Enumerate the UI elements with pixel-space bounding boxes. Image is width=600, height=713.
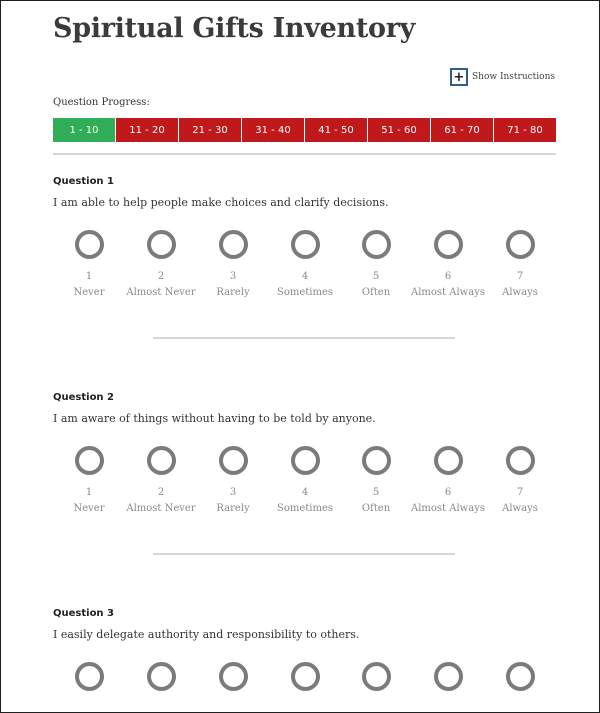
option-2 bbox=[121, 230, 201, 298]
answer-scale bbox=[53, 446, 556, 536]
option-4 bbox=[265, 446, 345, 514]
question-text: I easily delegate authority and responsibility to others. bbox=[53, 628, 360, 641]
option-label: Always bbox=[502, 287, 538, 298]
answer-scale bbox=[53, 662, 556, 713]
progress-segment-11-20[interactable]: 11 - 20 bbox=[116, 118, 178, 142]
option-2 bbox=[121, 446, 201, 514]
progress-label: Question Progress: bbox=[53, 97, 150, 108]
option-7 bbox=[480, 446, 560, 514]
radio-button[interactable] bbox=[147, 662, 176, 691]
option-label: Never bbox=[73, 503, 105, 514]
option-4 bbox=[265, 662, 345, 691]
radio-button[interactable] bbox=[219, 446, 248, 475]
radio-button[interactable] bbox=[362, 446, 391, 475]
question-text: I am aware of things without having to be told by anyone. bbox=[53, 412, 376, 425]
option-number: 2 bbox=[157, 271, 165, 282]
option-number: 4 bbox=[301, 271, 309, 282]
page-title: Spiritual Gifts Inventory bbox=[53, 13, 416, 44]
radio-button[interactable] bbox=[147, 230, 176, 259]
radio-button[interactable] bbox=[291, 662, 320, 691]
option-label: Rarely bbox=[216, 503, 250, 514]
option-7 bbox=[480, 230, 560, 298]
option-number: 6 bbox=[444, 271, 452, 282]
progress-segment-61-70[interactable]: 61 - 70 bbox=[431, 118, 493, 142]
option-label: Rarely bbox=[216, 287, 250, 298]
option-4 bbox=[265, 230, 345, 298]
radio-button[interactable] bbox=[434, 662, 463, 691]
radio-button[interactable] bbox=[291, 446, 320, 475]
option-number: 1 bbox=[85, 271, 93, 282]
progress-divider bbox=[53, 153, 556, 155]
option-number: 2 bbox=[157, 487, 165, 498]
option-1 bbox=[49, 662, 129, 691]
option-number: 3 bbox=[229, 487, 237, 498]
option-6 bbox=[408, 662, 488, 691]
option-1 bbox=[49, 446, 129, 514]
option-3 bbox=[193, 230, 273, 298]
option-number: 7 bbox=[516, 271, 524, 282]
radio-button[interactable] bbox=[75, 230, 104, 259]
option-number: 4 bbox=[301, 487, 309, 498]
option-label: Almost Never bbox=[126, 287, 196, 298]
option-label: Almost Always bbox=[411, 503, 485, 514]
option-5 bbox=[336, 446, 416, 514]
option-7 bbox=[480, 662, 560, 691]
option-label: Sometimes bbox=[276, 503, 334, 514]
progress-segment-51-60[interactable]: 51 - 60 bbox=[368, 118, 430, 142]
option-3 bbox=[193, 446, 273, 514]
option-5 bbox=[336, 230, 416, 298]
option-label: Sometimes bbox=[276, 287, 334, 298]
option-label: Almost Never bbox=[126, 503, 196, 514]
show-instructions-label[interactable]: Show Instructions bbox=[472, 72, 555, 82]
option-number: 7 bbox=[516, 487, 524, 498]
progress-segment-21-30[interactable]: 21 - 30 bbox=[179, 118, 241, 142]
progress-segment-31-40[interactable]: 31 - 40 bbox=[242, 118, 304, 142]
show-instructions-toggle[interactable] bbox=[450, 68, 555, 86]
radio-button[interactable] bbox=[362, 662, 391, 691]
radio-button[interactable] bbox=[291, 230, 320, 259]
option-number: 5 bbox=[372, 271, 380, 282]
radio-button[interactable] bbox=[506, 446, 535, 475]
option-2 bbox=[121, 662, 201, 691]
radio-button[interactable] bbox=[434, 230, 463, 259]
question-title: Question 3 bbox=[53, 608, 114, 619]
question-text: I am able to help people make choices and clarify decisions. bbox=[53, 196, 389, 209]
option-3 bbox=[193, 662, 273, 691]
question-title: Question 1 bbox=[53, 176, 114, 187]
question-title: Question 2 bbox=[53, 392, 114, 403]
option-number: 6 bbox=[444, 487, 452, 498]
option-label: Never bbox=[73, 287, 105, 298]
progress-segment-1-10[interactable]: 1 - 10 bbox=[53, 118, 115, 142]
answer-scale bbox=[53, 230, 556, 320]
progress-segment-41-50[interactable]: 41 - 50 bbox=[305, 118, 367, 142]
option-number: 1 bbox=[85, 487, 93, 498]
option-label: Almost Always bbox=[411, 287, 485, 298]
option-6 bbox=[408, 446, 488, 514]
radio-button[interactable] bbox=[75, 446, 104, 475]
radio-button[interactable] bbox=[147, 446, 176, 475]
question-divider bbox=[153, 553, 455, 555]
option-5 bbox=[336, 662, 416, 691]
radio-button[interactable] bbox=[506, 662, 535, 691]
question-divider bbox=[153, 337, 455, 339]
radio-button[interactable] bbox=[434, 446, 463, 475]
option-6 bbox=[408, 230, 488, 298]
option-number: 5 bbox=[372, 487, 380, 498]
option-label: Often bbox=[361, 287, 391, 298]
radio-button[interactable] bbox=[75, 662, 104, 691]
radio-button[interactable] bbox=[362, 230, 391, 259]
progress-segment-71-80[interactable]: 71 - 80 bbox=[494, 118, 556, 142]
radio-button[interactable] bbox=[506, 230, 535, 259]
question-progress-bar bbox=[53, 118, 556, 142]
option-number: 3 bbox=[229, 271, 237, 282]
plus-icon[interactable]: + bbox=[450, 68, 468, 86]
radio-button[interactable] bbox=[219, 230, 248, 259]
option-label: Often bbox=[361, 503, 391, 514]
option-1 bbox=[49, 230, 129, 298]
option-label: Always bbox=[502, 503, 538, 514]
radio-button[interactable] bbox=[219, 662, 248, 691]
